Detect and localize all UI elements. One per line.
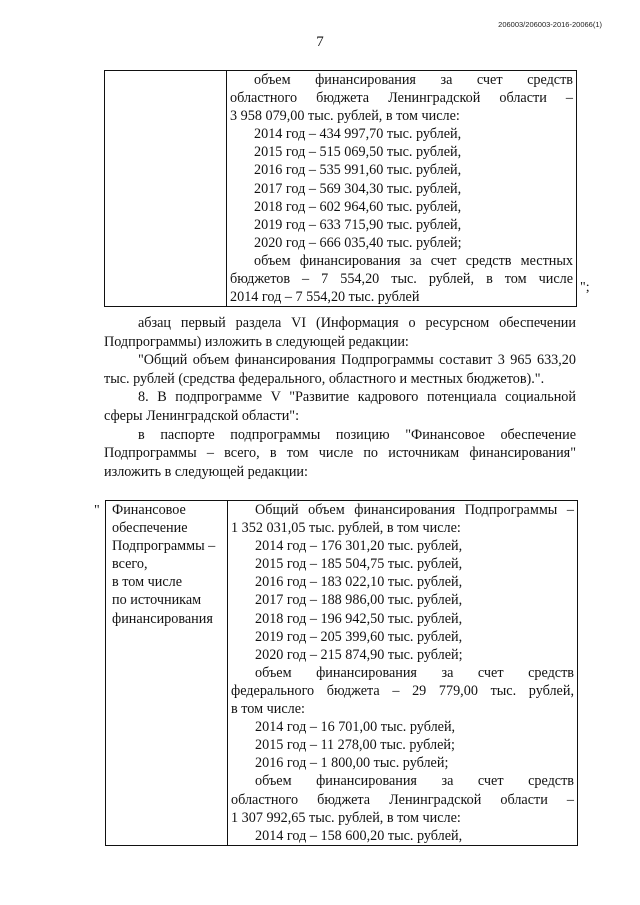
table-line: 3 958 079,00 тыс. рублей, в том числе: bbox=[230, 108, 460, 125]
table-line: 2019 год – 633 715,90 тыс. рублей, bbox=[254, 216, 462, 233]
empty-label-cell bbox=[105, 71, 227, 307]
table-line: 2014 год – 434 997,70 тыс. рублей, bbox=[254, 126, 462, 143]
label-line: Подпрограммы – bbox=[112, 538, 216, 555]
table-line: 2015 год – 185 504,75 тыс. рублей, bbox=[255, 556, 463, 573]
table-line: 1 352 031,05 тыс. рублей, в том числе: bbox=[231, 520, 461, 537]
table-line: 2016 год – 535 991,60 тыс. рублей, bbox=[254, 162, 462, 179]
table-line: 2014 год – 16 701,00 тыс. рублей, bbox=[255, 719, 456, 736]
table-line: объем финансирования за счет средств bbox=[254, 72, 573, 88]
table-line: областного бюджета Ленинградской области – bbox=[231, 791, 574, 808]
table-line: 2017 год – 188 986,00 тыс. рублей, bbox=[255, 592, 463, 609]
table-line: 2014 год – 158 600,20 тыс. рублей, bbox=[255, 827, 463, 844]
table-line: 2018 год – 602 964,60 тыс. рублей, bbox=[254, 198, 462, 215]
table-line: Общий объем финансирования Подпрограммы – bbox=[255, 502, 574, 518]
financing-label-cell bbox=[106, 501, 228, 846]
table-line: 2019 год – 205 399,60 тыс. рублей, bbox=[255, 628, 463, 645]
financing-details-cell bbox=[228, 501, 578, 846]
table-line: объем финансирования за счет средств bbox=[255, 664, 574, 681]
table-line: федерального бюджета – 29 779,00 тыс. рублей, bbox=[231, 682, 574, 699]
table-line: объем финансирования за счет средств местных bbox=[254, 252, 573, 269]
label-line: Финансовое bbox=[112, 502, 186, 518]
label-line: всего, bbox=[112, 556, 148, 573]
paragraph-section-vi: абзац первый раздела VI (Информация о ресурсном обеспечении Подпрограммы) изложить в следующей редакции: bbox=[104, 315, 576, 350]
paragraph-subprogram-v: 8. В подпрограмме V "Развитие кадрового потенциала социальной сферы Ленинградской области": bbox=[104, 389, 576, 424]
table-line: 2020 год – 215 874,90 тыс. рублей; bbox=[255, 646, 463, 663]
table-line: 2015 год – 11 278,00 тыс. рублей; bbox=[255, 737, 455, 754]
label-line: по источникам bbox=[112, 592, 202, 609]
opening-quote: " bbox=[94, 503, 100, 518]
table-line: 1 307 992,65 тыс. рублей, в том числе: bbox=[231, 809, 461, 826]
page-number: 7 bbox=[316, 34, 324, 50]
financing-details-cell bbox=[227, 71, 577, 307]
label-line: в том числе bbox=[112, 574, 183, 591]
label-line: финансирования bbox=[112, 610, 213, 627]
table-line: 2016 год – 1 800,00 тыс. рублей; bbox=[255, 755, 449, 772]
table-line: объем финансирования за счет средств bbox=[255, 773, 574, 790]
paragraph-total-financing: "Общий объем финансирования Подпрограммы составит 3 965 633,20 тыс. рублей (средства федерального, областного и местных бюджетов).". bbox=[104, 352, 576, 387]
table-line: 2016 год – 183 022,10 тыс. рублей, bbox=[255, 574, 463, 591]
closing-quote: "; bbox=[580, 280, 590, 295]
body-text-block bbox=[104, 314, 576, 481]
table-line: областного бюджета Ленинградской области – bbox=[230, 90, 573, 107]
table-line: 2017 год – 569 304,30 тыс. рублей, bbox=[254, 180, 462, 197]
table-line: 2020 год – 666 035,40 тыс. рублей; bbox=[254, 234, 462, 251]
table-line: 2018 год – 196 942,50 тыс. рублей, bbox=[255, 610, 463, 627]
table-line: 2015 год – 515 069,50 тыс. рублей, bbox=[254, 144, 462, 161]
label-line: обеспечение bbox=[112, 520, 188, 537]
paragraph-passport-position: в паспорте подпрограммы позицию "Финансовое обеспечение Подпрограммы – всего, в том числе по источникам финансирования" изложить в следующей редакции: bbox=[104, 426, 576, 480]
table-line: в том числе: bbox=[231, 701, 305, 718]
financing-table-subprogram-v bbox=[105, 500, 578, 846]
table-line: 2014 год – 176 301,20 тыс. рублей, bbox=[255, 538, 463, 555]
financing-table-continuation bbox=[104, 70, 577, 307]
table-line: 2014 год – 7 554,20 тыс. рублей bbox=[230, 289, 420, 306]
table-line: бюджетов – 7 554,20 тыс. рублей, в том числе bbox=[230, 271, 573, 288]
document-id: 206003/206003-2016-20066(1) bbox=[498, 20, 602, 29]
